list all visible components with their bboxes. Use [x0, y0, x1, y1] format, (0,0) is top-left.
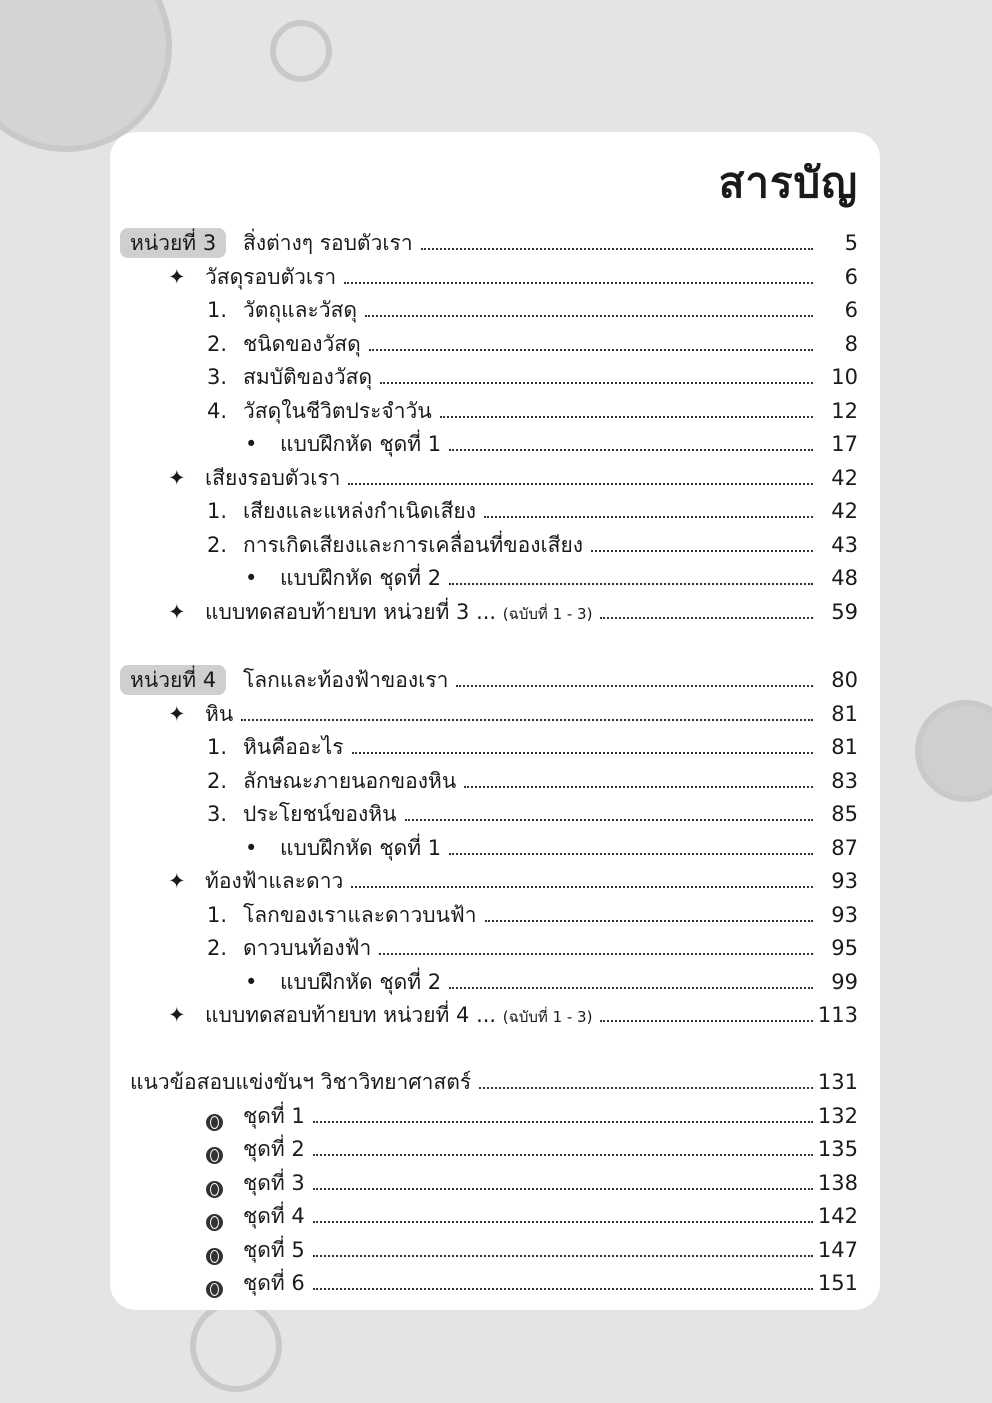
entry-title [130, 1065, 471, 1099]
entry-text: ชุดที่ 3 [243, 1170, 305, 1195]
unit-badge: หน่วยที่ 3 [120, 228, 226, 258]
toc-entry[interactable] [110, 1132, 880, 1166]
entry-title [243, 730, 344, 764]
globe-decoration [0, 0, 172, 152]
entry-title [243, 494, 476, 528]
entry-text: โลกและท้องฟ้าของเรา [243, 668, 449, 692]
entry-title [243, 327, 361, 361]
entry-title [243, 226, 413, 260]
toc-entry[interactable] [110, 327, 880, 361]
dot-leader [379, 931, 813, 955]
entry-text: สิ่งต่างๆ รอบตัวเรา [243, 231, 413, 255]
entry-text: ดาวบนท้องฟ้า [243, 936, 372, 960]
ball-icon [206, 1266, 223, 1300]
entry-note: (ฉบับที่ 1 - 3) [502, 1008, 593, 1026]
page-number: 135 [817, 1137, 858, 1161]
entry-text: วัตถุและวัสดุ [243, 298, 358, 322]
entry-text: สมบัติของวัสดุ [243, 365, 373, 389]
page-number: 42 [831, 465, 858, 490]
page-number: 83 [831, 768, 858, 793]
entry-text: ชุดที่ 2 [243, 1137, 305, 1161]
toc-entry[interactable] [110, 427, 880, 461]
entry-number: 1. [207, 735, 228, 759]
entry-number: 4. [207, 398, 228, 423]
swirl-decoration [270, 20, 332, 82]
dot-leader [380, 360, 813, 384]
entry-text: ท้องฟ้าและดาว [205, 869, 344, 893]
toc-entry[interactable] [110, 730, 880, 764]
page-number: 12 [831, 398, 858, 423]
entry-title [280, 831, 441, 865]
toc-entry[interactable] [110, 998, 880, 1032]
bullet-icon: • [245, 432, 258, 456]
entry-title [243, 931, 371, 965]
entry-title [280, 561, 441, 595]
entry-text: เสียงและแหล่งกำเนิดเสียง [243, 499, 476, 523]
toc-entry[interactable] [110, 1166, 880, 1200]
unit-badge: หน่วยที่ 4 [120, 665, 226, 695]
ball-icon [206, 1199, 223, 1233]
toc-entry[interactable] [110, 965, 880, 999]
dot-leader [369, 327, 813, 351]
dot-leader [405, 797, 813, 821]
entry-title [205, 260, 336, 294]
ball-icon [206, 1166, 223, 1200]
dot-leader [241, 697, 813, 721]
toc-entry[interactable] [110, 1199, 880, 1233]
page-number: 5 [844, 231, 858, 255]
entry-text: แบบฝึกหัด ชุดที่ 2 [280, 969, 442, 994]
toc-entry[interactable] [110, 864, 880, 898]
entry-title [243, 797, 397, 831]
page-number: 131 [817, 1070, 858, 1094]
bullet-icon: • [245, 969, 258, 994]
entry-title [243, 360, 372, 394]
entry-number: 2. [207, 936, 228, 960]
entry-title [243, 1132, 305, 1166]
entry-number: 3. [207, 365, 228, 389]
entry-title [243, 1266, 305, 1300]
bullet-icon: • [245, 566, 258, 590]
entry-number: 2. [207, 331, 228, 356]
entry-text: แบบฝึกหัด ชุดที่ 1 [280, 835, 442, 860]
dot-leader [344, 260, 813, 284]
page-number: 10 [831, 365, 858, 389]
toc-entry[interactable] [110, 360, 880, 394]
dot-leader [449, 561, 813, 585]
entry-text: ชนิดของวัสดุ [243, 331, 361, 356]
dot-leader [348, 461, 813, 485]
entry-text: แบบทดสอบท้ายบท หน่วยที่ 4 ... [205, 1003, 497, 1027]
toc-entry[interactable] [110, 595, 880, 629]
sparkle-star-icon: ✦ [168, 465, 186, 490]
dot-leader [456, 663, 813, 687]
dot-leader [591, 528, 813, 552]
dot-leader [449, 831, 813, 855]
toc-entry[interactable] [110, 1233, 880, 1267]
dot-leader [352, 730, 813, 754]
entry-number: 3. [207, 802, 228, 826]
page-number: 99 [831, 969, 858, 994]
entry-title [280, 965, 441, 999]
entry-text: แบบฝึกหัด ชุดที่ 1 [280, 432, 442, 456]
page-number: 81 [831, 701, 858, 726]
entry-text: หิน [205, 701, 234, 726]
toc-entry[interactable] [110, 226, 880, 260]
entry-text: ประโยชน์ของหิน [243, 802, 397, 826]
entry-title [243, 1166, 305, 1200]
page-number: 43 [831, 532, 858, 557]
page-number: 80 [831, 668, 858, 692]
page-number: 93 [831, 902, 858, 927]
entry-note: (ฉบับที่ 1 - 3) [502, 604, 593, 623]
dot-leader [313, 1099, 813, 1123]
entry-text: วัสดุรอบตัวเรา [205, 264, 337, 289]
dot-leader [365, 293, 813, 317]
entry-number: 1. [207, 902, 228, 927]
sparkle-star-icon: ✦ [168, 1003, 186, 1027]
toc-entry[interactable] [110, 394, 880, 428]
page-number: 93 [831, 869, 858, 893]
entry-text: วัสดุในชีวิตประจำวัน [243, 398, 432, 423]
sparkle-star-icon: ✦ [168, 599, 186, 624]
ball-icon [206, 1132, 223, 1166]
entry-title [280, 427, 441, 461]
entry-text: ชุดที่ 1 [243, 1103, 305, 1128]
entry-title [243, 1233, 305, 1267]
entry-text: แนวข้อสอบแข่งขันฯ วิชาวิทยาศาสตร์ [130, 1070, 472, 1094]
toc-entry[interactable] [110, 697, 880, 731]
toc-entry[interactable] [110, 931, 880, 965]
dot-leader [479, 1065, 813, 1089]
entry-title [205, 461, 340, 495]
entry-text: ลักษณะภายนอกของหิน [243, 768, 457, 793]
entry-title [205, 697, 233, 731]
entry-title [243, 293, 357, 327]
toc-entry[interactable] [110, 1266, 880, 1300]
entry-title [243, 764, 456, 798]
entry-text: การเกิดเสียงและการเคลื่อนที่ของเสียง [243, 532, 584, 557]
entry-text: ชุดที่ 4 [243, 1204, 305, 1228]
entry-title [243, 528, 583, 562]
page-number: 95 [831, 936, 858, 960]
page-number: 142 [817, 1204, 858, 1228]
dot-leader [485, 898, 813, 922]
page-number: 132 [817, 1103, 858, 1128]
entry-title [205, 595, 592, 631]
entry-text: แบบทดสอบท้ายบท หน่วยที่ 3 ... [205, 599, 497, 624]
toc-entry[interactable] [110, 663, 880, 697]
ball-icon [206, 1099, 223, 1133]
toc-entry[interactable] [110, 293, 880, 327]
entry-number: 2. [207, 532, 228, 557]
dot-leader [440, 394, 813, 418]
entry-text: เสียงรอบตัวเรา [205, 465, 341, 490]
scissors-decoration [190, 1300, 282, 1392]
dot-leader [600, 998, 813, 1022]
page-title: สารบัญ [718, 158, 858, 207]
entry-title [243, 1099, 305, 1133]
dot-leader [313, 1233, 813, 1257]
toc-entry[interactable] [110, 1065, 880, 1099]
page-number: 8 [844, 331, 858, 356]
page-number: 147 [817, 1237, 858, 1262]
dot-leader [313, 1266, 813, 1290]
toc-entry[interactable] [110, 561, 880, 595]
page-number: 85 [831, 802, 858, 826]
page-number: 81 [831, 735, 858, 759]
entry-title [205, 998, 592, 1034]
toc-entry[interactable] [110, 1099, 880, 1133]
entry-title [243, 663, 448, 697]
sparkle-star-icon: ✦ [168, 264, 186, 289]
dot-leader [421, 226, 813, 250]
ball-icon [206, 1233, 223, 1267]
dot-leader [313, 1132, 813, 1156]
toc-entry[interactable] [110, 494, 880, 528]
entry-text: โลกของเราและดาวบนฟ้า [243, 902, 477, 927]
toc-entry[interactable] [110, 797, 880, 831]
entry-text: ชุดที่ 6 [243, 1271, 305, 1295]
dot-leader [351, 864, 813, 888]
entry-title [243, 898, 477, 932]
dot-leader [484, 494, 813, 518]
entry-title [243, 1199, 305, 1233]
dot-leader [449, 965, 813, 989]
entry-number: 2. [207, 768, 228, 793]
entry-number: 1. [207, 298, 228, 322]
apple-decoration [915, 700, 992, 802]
toc-entry[interactable] [110, 898, 880, 932]
page-number: 6 [844, 298, 858, 322]
entry-text: หินคืออะไร [243, 735, 344, 759]
bullet-icon: • [245, 835, 258, 860]
entry-text: ชุดที่ 5 [243, 1237, 305, 1262]
toc-entry[interactable] [110, 831, 880, 865]
toc-card [110, 132, 880, 1310]
toc-entry[interactable] [110, 461, 880, 495]
dot-leader [313, 1199, 813, 1223]
dot-leader [449, 427, 813, 451]
page-number: 48 [831, 566, 858, 590]
page-number: 151 [817, 1271, 858, 1295]
dot-leader [600, 595, 813, 619]
page-number: 59 [831, 599, 858, 624]
sparkle-star-icon: ✦ [168, 701, 186, 726]
page-number: 6 [844, 264, 858, 289]
page-number: 87 [831, 835, 858, 860]
entry-title [243, 394, 432, 428]
page-number: 42 [831, 499, 858, 523]
toc-entry[interactable] [110, 528, 880, 562]
page-number: 17 [831, 432, 858, 456]
toc-entry[interactable] [110, 260, 880, 294]
dot-leader [464, 764, 813, 788]
entry-number: 1. [207, 499, 228, 523]
toc-entry[interactable] [110, 764, 880, 798]
page-number: 113 [817, 1003, 858, 1027]
page-number: 138 [817, 1170, 858, 1195]
entry-title [205, 864, 343, 898]
sparkle-star-icon: ✦ [168, 869, 186, 893]
entry-text: แบบฝึกหัด ชุดที่ 2 [280, 566, 442, 590]
dot-leader [313, 1166, 813, 1190]
